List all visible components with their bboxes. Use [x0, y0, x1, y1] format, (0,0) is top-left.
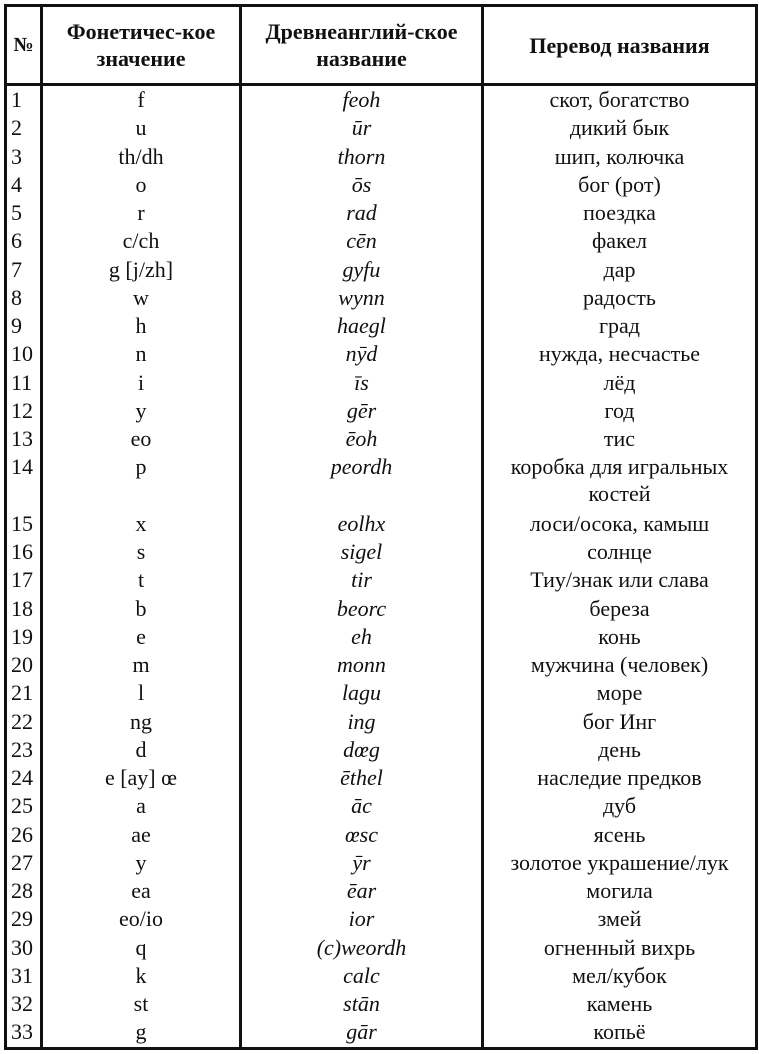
row-number: 9: [6, 312, 42, 340]
table-body: [6, 85, 757, 1049]
table-row: [6, 736, 757, 764]
row-phonetic-value: y: [42, 849, 241, 877]
table-row: [6, 199, 757, 227]
row-number: 6: [6, 227, 42, 255]
row-number: 15: [6, 510, 42, 538]
row-phonetic-value: s: [42, 538, 241, 566]
row-number: 16: [6, 538, 42, 566]
row-translation: ясень: [483, 821, 757, 849]
row-old-english-name: dœg: [241, 736, 483, 764]
row-translation: град: [483, 312, 757, 340]
row-translation: поездка: [483, 199, 757, 227]
table-row: [6, 595, 757, 623]
row-number: 20: [6, 651, 42, 679]
header-old-english-name: Древнеанглий-ское название: [241, 6, 483, 85]
row-phonetic-value: e [ay] œ: [42, 764, 241, 792]
row-phonetic-value: w: [42, 284, 241, 312]
row-translation: лёд: [483, 369, 757, 397]
row-number: 8: [6, 284, 42, 312]
row-translation: нужда, несчастье: [483, 340, 757, 368]
row-translation: змей: [483, 905, 757, 933]
row-old-english-name: ēoh: [241, 425, 483, 453]
row-translation: конь: [483, 623, 757, 651]
row-old-english-name: œsc: [241, 821, 483, 849]
table-row: [6, 1018, 757, 1048]
row-old-english-name: ēar: [241, 877, 483, 905]
row-phonetic-value: k: [42, 962, 241, 990]
row-number: 26: [6, 821, 42, 849]
row-old-english-name: stān: [241, 990, 483, 1018]
row-phonetic-value: h: [42, 312, 241, 340]
row-translation: дикий бык: [483, 114, 757, 142]
row-translation: береза: [483, 595, 757, 623]
row-translation: скот, богатство: [483, 85, 757, 115]
row-translation: тис: [483, 425, 757, 453]
row-old-english-name: gār: [241, 1018, 483, 1048]
row-number: 28: [6, 877, 42, 905]
row-phonetic-value: y: [42, 397, 241, 425]
row-phonetic-value: ae: [42, 821, 241, 849]
row-old-english-name: cēn: [241, 227, 483, 255]
row-translation: коробка для игральных костей: [483, 453, 757, 510]
row-translation: факел: [483, 227, 757, 255]
table-row: [6, 453, 757, 510]
table-row: [6, 990, 757, 1018]
row-number: 12: [6, 397, 42, 425]
row-number: 5: [6, 199, 42, 227]
row-phonetic-value: a: [42, 792, 241, 820]
table-row: [6, 821, 757, 849]
row-old-english-name: rad: [241, 199, 483, 227]
row-number: 29: [6, 905, 42, 933]
table-row: [6, 312, 757, 340]
table-row: [6, 425, 757, 453]
table-row: [6, 792, 757, 820]
row-number: 17: [6, 566, 42, 594]
row-phonetic-value: i: [42, 369, 241, 397]
row-number: 13: [6, 425, 42, 453]
row-number: 24: [6, 764, 42, 792]
row-translation: копьё: [483, 1018, 757, 1048]
table-row: [6, 256, 757, 284]
row-old-english-name: ōs: [241, 171, 483, 199]
table-row: [6, 284, 757, 312]
row-phonetic-value: l: [42, 679, 241, 707]
table-row: [6, 397, 757, 425]
table-row: [6, 651, 757, 679]
row-number: 11: [6, 369, 42, 397]
table-row: [6, 905, 757, 933]
row-phonetic-value: eo/io: [42, 905, 241, 933]
row-translation: день: [483, 736, 757, 764]
table-row: [6, 369, 757, 397]
row-phonetic-value: n: [42, 340, 241, 368]
row-translation: мужчина (человек): [483, 651, 757, 679]
row-phonetic-value: b: [42, 595, 241, 623]
row-number: 25: [6, 792, 42, 820]
row-old-english-name: ӯr: [241, 849, 483, 877]
table-row: [6, 962, 757, 990]
header-number: №: [6, 6, 42, 85]
row-old-english-name: (c)weordh: [241, 934, 483, 962]
row-old-english-name: ior: [241, 905, 483, 933]
row-phonetic-value: c/ch: [42, 227, 241, 255]
row-phonetic-value: u: [42, 114, 241, 142]
table-row: [6, 227, 757, 255]
row-number: 27: [6, 849, 42, 877]
row-number: 21: [6, 679, 42, 707]
row-old-english-name: nӯd: [241, 340, 483, 368]
table-row: [6, 340, 757, 368]
row-translation: радость: [483, 284, 757, 312]
row-number: 14: [6, 453, 42, 510]
row-old-english-name: thorn: [241, 143, 483, 171]
table-row: [6, 143, 757, 171]
row-translation: Тиу/знак или слава: [483, 566, 757, 594]
header-phonetic-value: Фонетичес-кое значение: [42, 6, 241, 85]
row-old-english-name: ūr: [241, 114, 483, 142]
row-number: 31: [6, 962, 42, 990]
row-old-english-name: lagu: [241, 679, 483, 707]
row-old-english-name: eh: [241, 623, 483, 651]
table-row: [6, 85, 757, 115]
row-old-english-name: haegl: [241, 312, 483, 340]
table-row: [6, 566, 757, 594]
row-phonetic-value: g: [42, 1018, 241, 1048]
row-translation: огненный вихрь: [483, 934, 757, 962]
row-phonetic-value: th/dh: [42, 143, 241, 171]
header-translation: Перевод названия: [483, 6, 757, 85]
row-phonetic-value: m: [42, 651, 241, 679]
row-phonetic-value: e: [42, 623, 241, 651]
table-row: [6, 934, 757, 962]
row-phonetic-value: ng: [42, 708, 241, 736]
row-translation: камень: [483, 990, 757, 1018]
table-row: [6, 849, 757, 877]
row-translation: бог Инг: [483, 708, 757, 736]
row-number: 19: [6, 623, 42, 651]
row-number: 33: [6, 1018, 42, 1048]
table-row: [6, 538, 757, 566]
row-old-english-name: gēr: [241, 397, 483, 425]
row-translation: золотое украшение/лук: [483, 849, 757, 877]
row-number: 30: [6, 934, 42, 962]
row-number: 23: [6, 736, 42, 764]
rune-table: [4, 4, 758, 1050]
table-row: [6, 623, 757, 651]
row-phonetic-value: eo: [42, 425, 241, 453]
row-translation: бог (рот): [483, 171, 757, 199]
row-number: 10: [6, 340, 42, 368]
row-translation: море: [483, 679, 757, 707]
row-old-english-name: feoh: [241, 85, 483, 115]
row-number: 32: [6, 990, 42, 1018]
row-phonetic-value: o: [42, 171, 241, 199]
row-number: 7: [6, 256, 42, 284]
row-old-english-name: sigel: [241, 538, 483, 566]
row-old-english-name: wynn: [241, 284, 483, 312]
table-row: [6, 708, 757, 736]
row-number: 1: [6, 85, 42, 115]
row-phonetic-value: f: [42, 85, 241, 115]
row-phonetic-value: st: [42, 990, 241, 1018]
table-row: [6, 510, 757, 538]
row-phonetic-value: r: [42, 199, 241, 227]
row-phonetic-value: t: [42, 566, 241, 594]
row-translation: наследие предков: [483, 764, 757, 792]
row-phonetic-value: q: [42, 934, 241, 962]
row-translation: дар: [483, 256, 757, 284]
row-old-english-name: ēthel: [241, 764, 483, 792]
row-old-english-name: peordh: [241, 453, 483, 510]
row-old-english-name: beorc: [241, 595, 483, 623]
row-phonetic-value: x: [42, 510, 241, 538]
row-number: 3: [6, 143, 42, 171]
row-old-english-name: gyfu: [241, 256, 483, 284]
table-row: [6, 679, 757, 707]
row-old-english-name: monn: [241, 651, 483, 679]
row-translation: мел/кубок: [483, 962, 757, 990]
row-number: 22: [6, 708, 42, 736]
row-translation: дуб: [483, 792, 757, 820]
table-row: [6, 764, 757, 792]
rune-table-page: [4, 4, 755, 1050]
row-translation: год: [483, 397, 757, 425]
row-phonetic-value: g [j/zh]: [42, 256, 241, 284]
row-old-english-name: eolhx: [241, 510, 483, 538]
row-phonetic-value: d: [42, 736, 241, 764]
table-row: [6, 171, 757, 199]
row-old-english-name: tir: [241, 566, 483, 594]
row-phonetic-value: ea: [42, 877, 241, 905]
table-row: [6, 114, 757, 142]
row-phonetic-value: p: [42, 453, 241, 510]
row-old-english-name: calc: [241, 962, 483, 990]
row-old-english-name: ing: [241, 708, 483, 736]
row-number: 2: [6, 114, 42, 142]
row-translation: шип, колючка: [483, 143, 757, 171]
row-translation: могила: [483, 877, 757, 905]
row-number: 4: [6, 171, 42, 199]
row-translation: солнце: [483, 538, 757, 566]
row-translation: лоси/осока, камыш: [483, 510, 757, 538]
row-number: 18: [6, 595, 42, 623]
table-row: [6, 877, 757, 905]
row-old-english-name: āc: [241, 792, 483, 820]
row-old-english-name: īs: [241, 369, 483, 397]
table-header-row: [6, 6, 757, 85]
